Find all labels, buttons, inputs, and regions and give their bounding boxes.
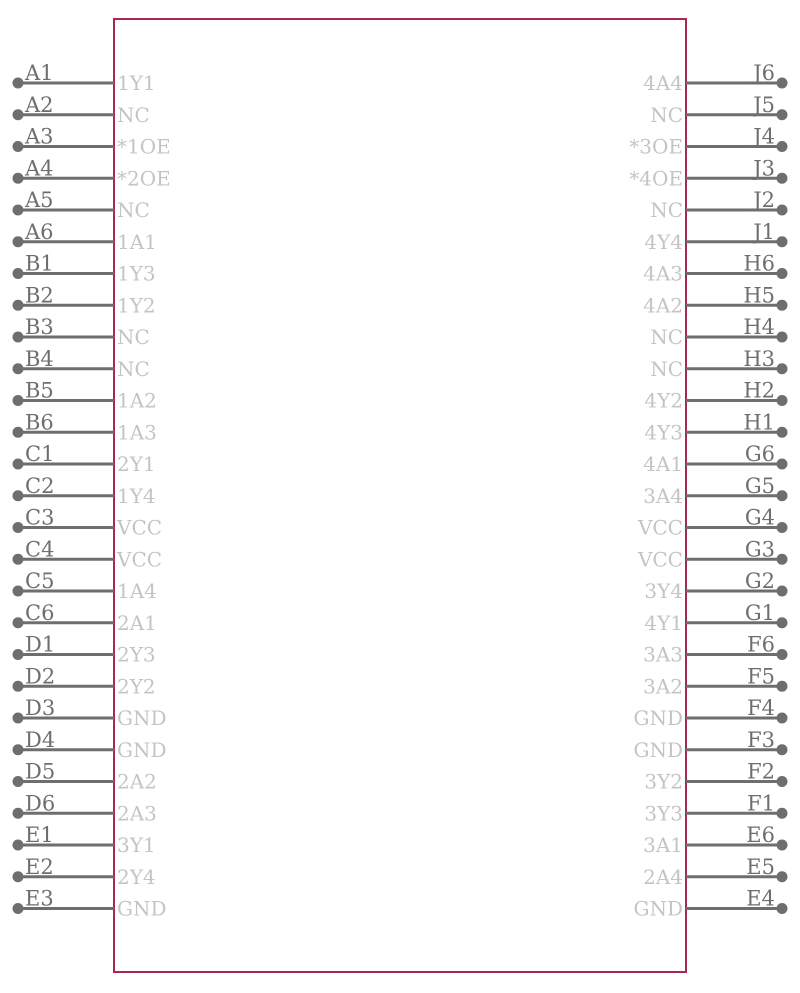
pin-name: 1A1 — [117, 229, 157, 254]
pin-end-dot — [13, 141, 24, 152]
pin-name: 4Y3 — [644, 420, 683, 445]
pin-name: NC — [650, 102, 683, 127]
pin-number: H5 — [743, 283, 775, 308]
pin-end-dot — [13, 268, 24, 279]
pin-end-dot — [777, 363, 788, 374]
pin-number: E6 — [746, 823, 775, 847]
pin-name: 3A2 — [643, 674, 683, 699]
pin-end-dot — [777, 808, 788, 819]
left-pin-group — [13, 61, 171, 921]
pin-end-dot — [777, 903, 788, 914]
pin-name: 3Y2 — [644, 769, 683, 794]
pin-number: C2 — [25, 473, 55, 498]
pin-number: F4 — [747, 696, 775, 720]
pin-end-dot — [13, 78, 24, 89]
pin-name: 2A2 — [117, 769, 157, 794]
pin-number: C6 — [25, 600, 55, 625]
pin-name: VCC — [117, 547, 163, 572]
pin-name: 2Y2 — [117, 674, 156, 699]
pin-name: *3OE — [629, 134, 683, 159]
pin-end-dot — [13, 363, 24, 374]
pin-name: *1OE — [117, 134, 171, 159]
pin-end-dot — [13, 713, 24, 724]
pin-name: 4A3 — [643, 261, 683, 286]
pin-name: NC — [650, 325, 683, 349]
pin-end-dot — [777, 78, 788, 89]
pin-end-dot — [13, 395, 24, 406]
pin-number: A2 — [25, 92, 54, 117]
pin-end-dot — [777, 586, 788, 597]
pin-end-dot — [13, 522, 24, 533]
pin-end-dot — [13, 808, 24, 819]
pin-number: H1 — [743, 410, 775, 435]
pin-name: 4Y4 — [644, 229, 683, 254]
pin-end-dot — [13, 871, 24, 882]
pin-number: E1 — [25, 823, 54, 847]
pin-name: 2Y1 — [117, 452, 156, 476]
pin-name: NC — [650, 198, 683, 222]
pin-end-dot — [777, 871, 788, 882]
pin-number: B4 — [25, 346, 54, 371]
pin-name: VCC — [637, 547, 683, 572]
pin-name: NC — [117, 356, 150, 381]
pin-name: GND — [633, 896, 683, 921]
pin-name: 1Y3 — [117, 261, 156, 286]
pin-end-dot — [13, 236, 24, 247]
pin-name: 3Y4 — [644, 579, 683, 603]
pin-end-dot — [13, 617, 24, 628]
pin-end-dot — [777, 300, 788, 311]
pin-name: GND — [633, 737, 683, 762]
pin-name: *4OE — [629, 166, 683, 191]
pin-end-dot — [777, 268, 788, 279]
pin-number: A1 — [25, 61, 54, 85]
pin-end-dot — [777, 109, 788, 120]
pin-number: D6 — [25, 791, 56, 816]
pin-number: J4 — [753, 124, 775, 149]
component-body — [114, 19, 686, 972]
pin-name: NC — [117, 198, 150, 222]
pin-number: E2 — [25, 854, 54, 879]
pin-number: J5 — [753, 92, 775, 117]
pin-end-dot — [777, 490, 788, 501]
pin-number: C5 — [25, 569, 55, 593]
pin-name: NC — [117, 102, 150, 127]
pin-number: B5 — [25, 378, 54, 403]
pin-name: 1A4 — [117, 579, 157, 603]
pin-end-dot — [13, 649, 24, 660]
pin-end-dot — [777, 141, 788, 152]
right-pin-group — [629, 61, 787, 921]
pin-name: 4A4 — [643, 71, 683, 95]
pin-end-dot — [777, 713, 788, 724]
pin-end-dot — [777, 205, 788, 216]
pin-name: VCC — [637, 515, 683, 540]
pin-name: GND — [633, 706, 683, 730]
pin-end-dot — [13, 554, 24, 565]
pin-name: NC — [117, 325, 150, 349]
pin-end-dot — [777, 617, 788, 628]
pin-end-dot — [777, 332, 788, 343]
pin-name: VCC — [117, 515, 163, 540]
pin-name: 2A1 — [117, 610, 157, 635]
pin-number: B3 — [25, 315, 54, 339]
pin-end-dot — [13, 109, 24, 120]
pin-number: J1 — [753, 219, 775, 244]
pin-number: J3 — [753, 156, 775, 181]
pin-number: A6 — [25, 219, 54, 244]
pin-number: B6 — [25, 410, 54, 435]
pin-end-dot — [777, 744, 788, 755]
pin-number: E4 — [746, 886, 775, 911]
pin-number: D1 — [25, 632, 56, 657]
pin-name: GND — [117, 737, 167, 762]
pin-number: A4 — [25, 156, 54, 181]
pin-name: 2Y4 — [117, 864, 156, 889]
pin-name: 1Y1 — [117, 71, 156, 95]
pin-name: 3A1 — [643, 833, 683, 857]
pin-name: *2OE — [117, 166, 171, 191]
pin-number: J6 — [753, 61, 775, 85]
pin-number: F1 — [747, 791, 775, 816]
pin-number: H6 — [743, 251, 775, 276]
pin-number: D3 — [25, 696, 56, 720]
pin-end-dot — [777, 395, 788, 406]
pin-number: D2 — [25, 664, 56, 689]
pin-number: F2 — [747, 759, 775, 784]
pin-number: F3 — [747, 727, 775, 752]
pin-name: 1Y4 — [117, 483, 156, 508]
pin-number: G1 — [744, 600, 775, 625]
pin-number: F5 — [747, 664, 775, 689]
pin-end-dot — [13, 776, 24, 787]
pin-name: 1A2 — [117, 388, 157, 413]
pin-end-dot — [13, 744, 24, 755]
pin-number: H2 — [743, 378, 775, 403]
pin-name: 2Y3 — [117, 642, 156, 667]
pin-number: D4 — [25, 727, 56, 752]
pin-name: 2A3 — [117, 801, 157, 826]
pin-number: C1 — [25, 442, 55, 466]
pin-end-dot — [777, 236, 788, 247]
pin-end-dot — [13, 332, 24, 343]
pin-number: A5 — [25, 188, 54, 212]
pin-end-dot — [13, 840, 24, 851]
pin-end-dot — [13, 427, 24, 438]
pin-name: 4Y1 — [644, 610, 683, 635]
pin-end-dot — [777, 681, 788, 692]
pin-number: G5 — [744, 473, 775, 498]
pin-name: GND — [117, 706, 167, 730]
pin-end-dot — [13, 681, 24, 692]
pin-name: 4A2 — [643, 293, 683, 318]
pin-number: C4 — [25, 537, 55, 562]
pin-end-dot — [777, 427, 788, 438]
pin-number: J2 — [753, 188, 775, 212]
pin-end-dot — [777, 554, 788, 565]
pin-number: E5 — [746, 854, 775, 879]
pin-end-dot — [13, 586, 24, 597]
pin-end-dot — [13, 173, 24, 184]
pin-end-dot — [13, 490, 24, 501]
pin-number: F6 — [747, 632, 775, 657]
pin-number: B2 — [25, 283, 54, 308]
pin-name: 3A3 — [643, 642, 683, 667]
pin-name: 3Y1 — [117, 833, 156, 857]
pin-number: D5 — [25, 759, 56, 784]
pin-number: H3 — [743, 346, 775, 371]
pin-name: NC — [650, 356, 683, 381]
pin-number: H4 — [743, 315, 775, 339]
pin-end-dot — [777, 840, 788, 851]
pin-name: 1Y2 — [117, 293, 156, 318]
pin-name: 3A4 — [643, 483, 683, 508]
pin-number: G2 — [744, 569, 775, 593]
pin-number: A3 — [25, 124, 54, 149]
pin-end-dot — [13, 300, 24, 311]
pin-end-dot — [777, 776, 788, 787]
pin-name: 3Y3 — [644, 801, 683, 826]
pin-name: 2A4 — [643, 864, 683, 889]
pin-name: 4A1 — [643, 452, 683, 476]
pin-end-dot — [777, 173, 788, 184]
pin-end-dot — [13, 459, 24, 470]
pin-name: 4Y2 — [644, 388, 683, 413]
pin-end-dot — [13, 903, 24, 914]
pin-number: G4 — [744, 505, 775, 530]
pin-number: G3 — [744, 537, 775, 562]
pin-number: G6 — [744, 442, 775, 466]
pin-end-dot — [13, 205, 24, 216]
pin-name: GND — [117, 896, 167, 921]
pin-number: C3 — [25, 505, 55, 530]
pin-end-dot — [777, 649, 788, 660]
pin-number: B1 — [25, 251, 54, 276]
pin-end-dot — [777, 459, 788, 470]
pin-name: 1A3 — [117, 420, 157, 445]
pin-end-dot — [777, 522, 788, 533]
pin-number: E3 — [25, 886, 54, 911]
